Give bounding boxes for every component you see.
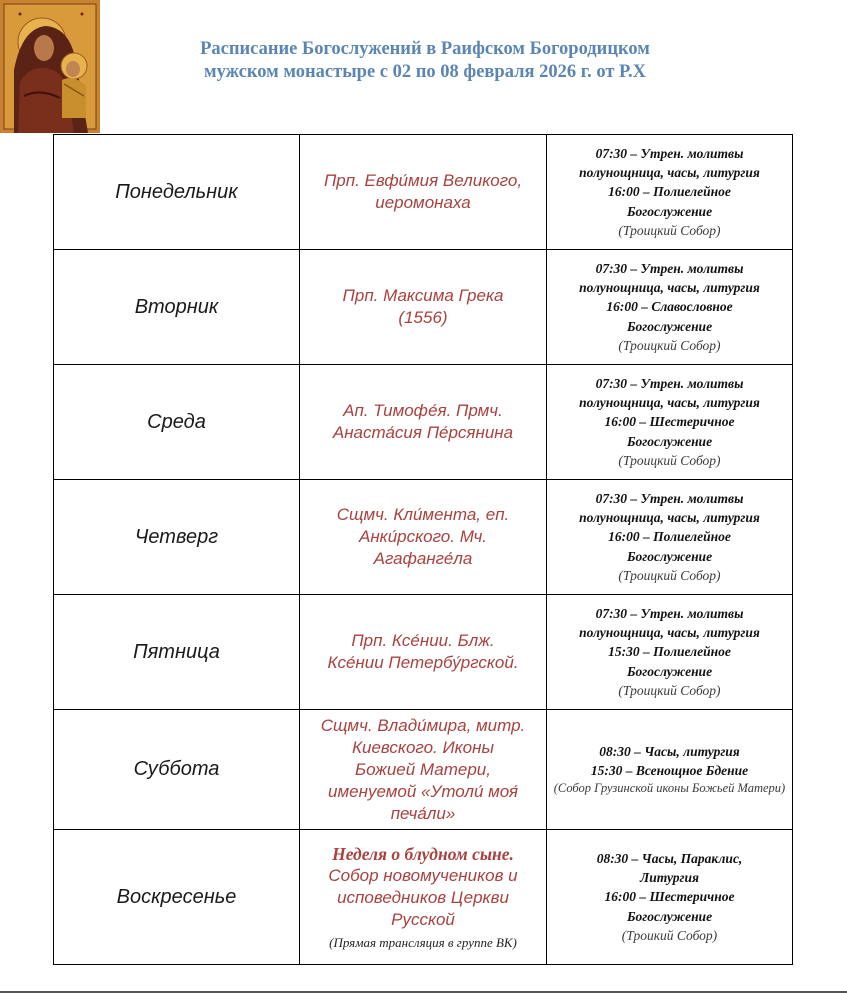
table-row <box>54 710 793 830</box>
saint-line: Прп. Евфи́мия Великого, <box>323 171 523 190</box>
service-line: полунощница, часы, литургия <box>579 165 760 181</box>
service-line: полунощница, часы, литургия <box>579 280 760 296</box>
saint-line: Киевского. Иконы <box>351 737 494 757</box>
service-line: Богослужение <box>626 908 713 924</box>
day-cell: Пятница <box>54 595 300 710</box>
saint-line: Прп. Ксе́нии. Блж. <box>351 631 495 650</box>
day-cell: Среда <box>54 365 300 480</box>
saint-line: печа́ли» <box>390 803 456 823</box>
day-cell: Суббота <box>54 710 300 830</box>
saint-line: именуемой «Утоли́ моя́ <box>328 781 518 801</box>
service-cell <box>547 135 793 250</box>
saint-cell <box>300 710 547 830</box>
service-line: полунощница, часы, литургия <box>579 625 760 641</box>
saint-line: (1556) <box>398 308 448 327</box>
saint-line: Агафанге́ла <box>373 549 473 568</box>
service-line: полунощница, часы, литургия <box>579 395 760 411</box>
saint-line: Русской <box>391 910 455 929</box>
day-cell: Воскресенье <box>54 830 300 965</box>
broadcast-note: (Прямая трансляция в группе ВК) <box>329 935 517 950</box>
day-cell: Вторник <box>54 250 300 365</box>
saint-cell <box>300 365 547 480</box>
saint-line: Анки́рского. Мч. <box>358 527 487 546</box>
service-cell <box>547 250 793 365</box>
service-place: (Собор Грузинской иконы Божьей Матери) <box>553 781 786 796</box>
theotokos-icon <box>0 0 100 133</box>
table-row <box>54 480 793 595</box>
service-line: 15:30 – Полиелейное <box>608 644 731 660</box>
saint-line: Прп. Максима Грека <box>342 286 504 305</box>
saint-line: Собор новомучеников и <box>328 866 518 885</box>
saint-cell <box>300 830 547 965</box>
title-line-2: мужском монастыре с 02 по 08 февраля 2026 г. от Р.Х <box>203 62 647 82</box>
service-place: (Троицкий Собор) <box>618 452 721 468</box>
service-place: (Троицкий Собор) <box>618 567 721 583</box>
service-line: 16:00 – Шестеричное <box>604 414 735 430</box>
service-cell <box>547 595 793 710</box>
table-row <box>54 250 793 365</box>
service-line: Богослужение <box>626 548 713 564</box>
service-line: 16:00 – Славословное <box>606 299 733 315</box>
service-line: 07:30 – Утрен. молитвы <box>595 605 744 621</box>
saint-line: Ксе́нии Петербу́ргской. <box>327 653 519 672</box>
service-cell <box>547 480 793 595</box>
service-place: (Троикий Собор) <box>621 927 718 943</box>
bottom-divider <box>0 991 847 993</box>
service-line: 07:30 – Утрен. молитвы <box>595 375 744 391</box>
service-line: 07:30 – Утрен. молитвы <box>595 260 744 276</box>
saint-line: Сщмч. Кли́мента, еп. <box>336 505 510 524</box>
service-line: полунощница, часы, литургия <box>579 510 760 526</box>
saint-heading: Неделя о блудном сыне. <box>332 844 514 864</box>
service-line: 16:00 – Шестеричное <box>604 889 735 905</box>
table-row <box>54 830 793 965</box>
title-line-1: Расписание Богослужений в Раифском Богородицком <box>200 39 650 59</box>
saint-line: Ап. Тимофе́я. Прмч. <box>343 401 503 420</box>
saint-cell <box>300 480 547 595</box>
day-cell: Четверг <box>54 480 300 595</box>
saint-cell <box>300 135 547 250</box>
service-line: Богослужение <box>626 433 713 449</box>
service-line: Богослужение <box>626 318 713 334</box>
page-title <box>110 38 740 84</box>
saint-line: Божией Матери, <box>355 759 491 779</box>
table-row <box>54 365 793 480</box>
service-line: Богослужение <box>626 203 713 219</box>
service-place: (Троицкий Собор) <box>618 222 721 238</box>
service-line: 16:00 – Полиелейное <box>608 529 731 545</box>
service-line: 08:30 – Часы, литургия <box>599 743 740 759</box>
day-cell: Понедельник <box>54 135 300 250</box>
table-row <box>54 595 793 710</box>
service-line: Богослужение <box>626 663 713 679</box>
table-row <box>54 135 793 250</box>
saint-cell <box>300 595 547 710</box>
saint-line: Анаста́сия Пе́рсянина <box>332 423 514 442</box>
service-line: Литургия <box>640 870 699 886</box>
service-cell <box>547 365 793 480</box>
service-cell <box>547 710 793 830</box>
service-line: 08:30 – Часы, Параклис, <box>596 850 743 866</box>
schedule-table <box>53 134 793 965</box>
service-line: 16:00 – Полиелейное <box>608 184 731 200</box>
service-line: 07:30 – Утрен. молитвы <box>595 145 744 161</box>
service-place: (Троицкий Собор) <box>618 337 721 353</box>
saint-cell <box>300 250 547 365</box>
saint-line: иеромонаха <box>375 193 471 212</box>
service-cell <box>547 830 793 965</box>
service-line: 07:30 – Утрен. молитвы <box>595 490 744 506</box>
service-line: 15:30 – Всенощное Бдение <box>590 763 749 778</box>
service-place: (Троицкий Собор) <box>618 682 721 698</box>
saint-line: Сщмч. Влади́мира, митр. <box>320 715 526 735</box>
saint-line: исповедников Церкви <box>337 888 509 907</box>
